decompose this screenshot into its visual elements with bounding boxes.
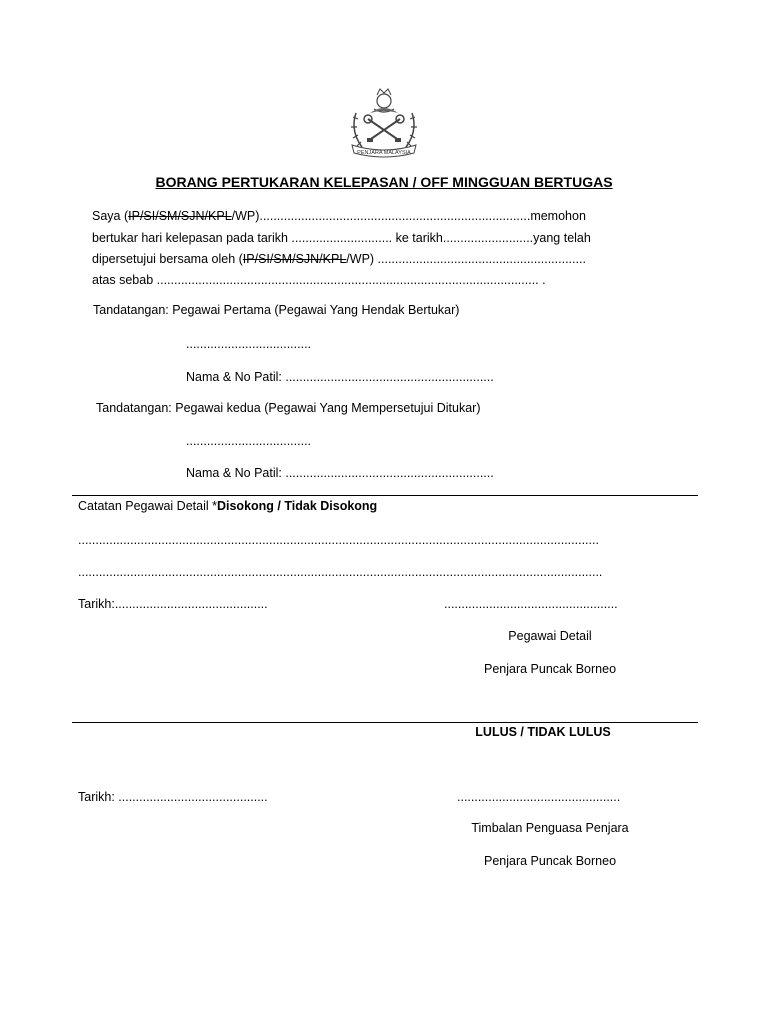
struck-rank-options: IP/SI/SM/SJN/KPL — [242, 252, 347, 266]
approval-status-options[interactable]: LULUS / TIDAK LULUS — [475, 725, 611, 739]
detail-date-field[interactable]: Tarikh:............................................ — [78, 597, 268, 611]
sig2-heading: Tandatangan: Pegawai kedua (Pegawai Yang Mempersetujui Ditukar) — [96, 401, 481, 415]
svg-text:PENJARA MALAYSIA: PENJARA MALAYSIA — [357, 150, 411, 156]
support-options[interactable]: Disokong / Tidak Disokong — [216, 499, 378, 513]
detail-note-line-2[interactable]: ....................................................................................................................................................... — [78, 565, 603, 579]
sig1-signature-line[interactable]: .................................... — [186, 337, 312, 351]
intro-text: dipersetujui bersama oleh ( — [92, 252, 243, 266]
detail-note-label: Catatan Pegawai Detail * — [78, 499, 217, 513]
intro-line-3 — [92, 252, 586, 266]
approval-signature-line[interactable]: ............................................... — [457, 790, 621, 804]
section-divider — [72, 722, 698, 723]
sig2-name-patil[interactable]: Nama & No Patil: ............................................................ — [186, 466, 494, 480]
sig2-signature-line[interactable]: .................................... — [186, 434, 312, 448]
sig1-name-patil[interactable]: Nama & No Patil: ............................................................ — [186, 370, 494, 384]
detail-note-heading — [78, 499, 377, 513]
reason-blank[interactable]: atas sebab .............................................................................................................. . — [92, 273, 546, 287]
intro-text: Saya ( — [92, 209, 129, 223]
approval-prison-name: Penjara Puncak Borneo — [483, 854, 617, 868]
form-title: BORANG PERTUKARAN KELEPASAN / OFF MINGGUAN BERTUGAS — [155, 174, 613, 190]
intro-line-1 — [92, 209, 586, 223]
detail-note-line-1[interactable]: ...................................................................................................................................................... — [78, 533, 599, 547]
section-divider — [72, 495, 698, 496]
prison-crest-emblem — [344, 83, 424, 161]
approval-officer-title: Timbalan Penguasa Penjara — [471, 821, 629, 835]
struck-rank-options: IP/SI/SM/SJN/KPL — [128, 209, 232, 223]
approval-date-field[interactable]: Tarikh: ........................................... — [78, 790, 268, 804]
intro-line-2[interactable]: bertukar hari kelepasan pada tarikh ............................. ke tarikh..........................yang telah — [92, 231, 591, 245]
applicant-name-blank[interactable]: /WP)..............................................................................memohon — [231, 209, 586, 223]
agreeing-officer-blank[interactable]: /WP) ............................................................ — [346, 252, 586, 266]
detail-signature-line[interactable]: .................................................. — [444, 597, 618, 611]
detail-officer-title: Pegawai Detail — [508, 629, 592, 643]
sig1-heading: Tandatangan: Pegawai Pertama (Pegawai Yang Hendak Bertukar) — [93, 303, 460, 317]
detail-prison-name: Penjara Puncak Borneo — [483, 662, 617, 676]
